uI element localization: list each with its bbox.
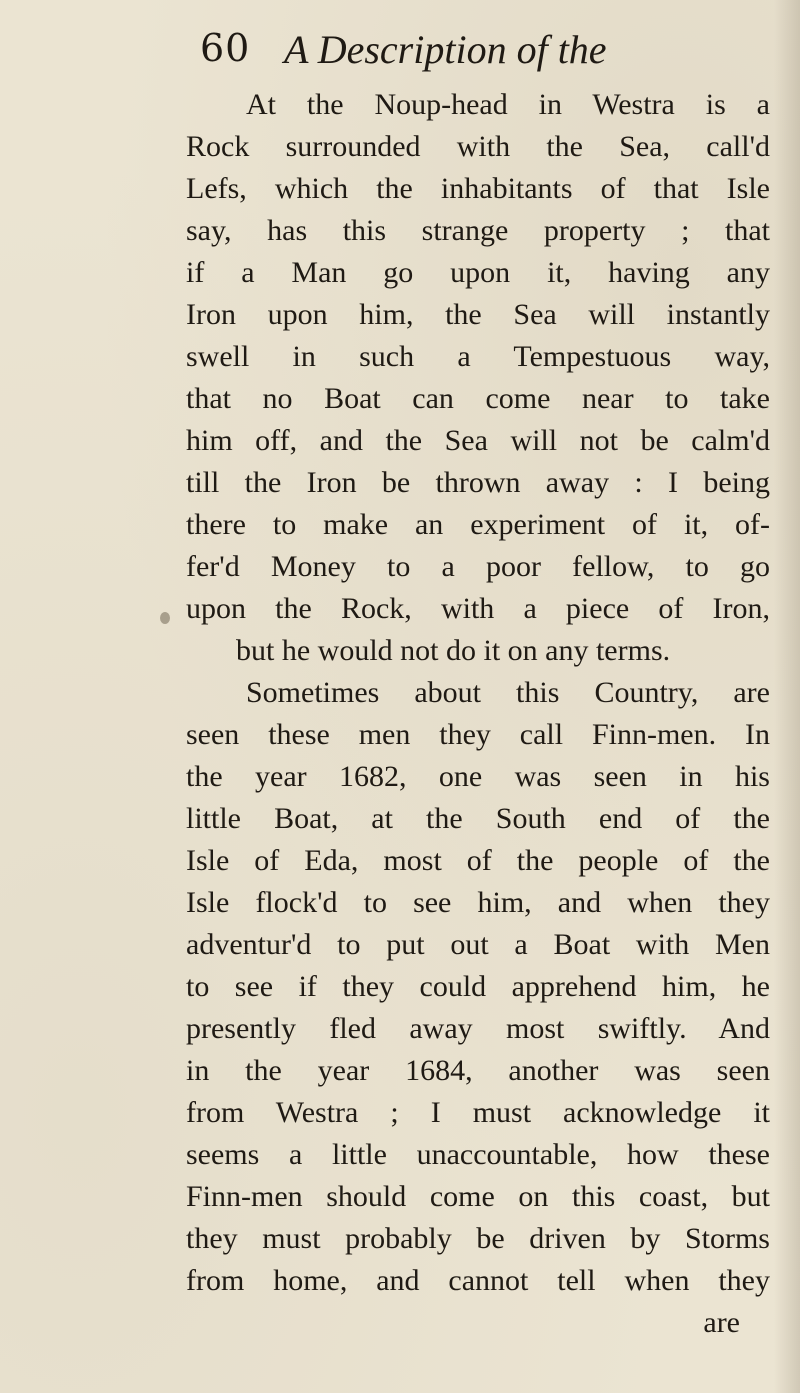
text-line: seems a little unaccountable, how these: [186, 1138, 770, 1171]
text-line: Sometimes about this Country, are: [246, 676, 770, 709]
text-line: Finn-men should come on this coast, but: [186, 1180, 770, 1213]
page-edge-shadow: [774, 0, 800, 1393]
page-header: [200, 26, 800, 86]
text-line: the year 1682, one was seen in his: [186, 760, 770, 793]
running-title: A Description of the: [284, 27, 607, 72]
text-line: swell in such a Tempestuous way,: [186, 340, 770, 373]
text-line: Isle of Eda, most of the people of the: [186, 844, 770, 877]
text-line: from home, and cannot tell when they: [186, 1264, 770, 1297]
text-line: Iron upon him, the Sea will instantly: [186, 298, 770, 331]
text-line: they must probably be driven by Storms: [186, 1222, 770, 1255]
page-number: 60: [200, 26, 251, 70]
text-line: from Westra ; I must acknowledge it: [186, 1096, 770, 1129]
text-line: upon the Rock, with a piece of Iron,: [186, 592, 770, 625]
text-line: but he would not do it on any terms.: [236, 634, 671, 667]
text-line: seen these men they call Finn-men. In: [186, 718, 770, 751]
text-line: if a Man go upon it, having any: [186, 256, 770, 289]
text-line: him off, and the Sea will not be calm'd: [186, 424, 770, 457]
text-line: Isle flock'd to see him, and when they: [186, 886, 770, 919]
text-line: in the year 1684, another was seen: [186, 1054, 770, 1087]
text-line: presently fled away most swiftly. And: [186, 1012, 770, 1045]
text-line: there to make an experiment of it, of-: [186, 508, 770, 541]
text-line: Lefs, which the inhabitants of that Isle: [186, 172, 770, 205]
text-line: adventur'd to put out a Boat with Men: [186, 928, 770, 961]
text-line: say, has this strange property ; that: [186, 214, 770, 247]
text-line: fer'd Money to a poor fellow, to go: [186, 550, 770, 583]
text-line: Rock surrounded with the Sea, call'd: [186, 130, 770, 163]
body-text: [186, 84, 770, 1344]
catchword: are: [703, 1306, 740, 1339]
text-line: At the Noup-head in Westra is a: [246, 88, 770, 121]
text-line: little Boat, at the South end of the: [186, 802, 770, 835]
text-line: to see if they could apprehend him, he: [186, 970, 770, 1003]
text-line: that no Boat can come near to take: [186, 382, 770, 415]
ink-spot: [160, 612, 170, 624]
text-line: till the Iron be thrown away : I being: [186, 466, 770, 499]
